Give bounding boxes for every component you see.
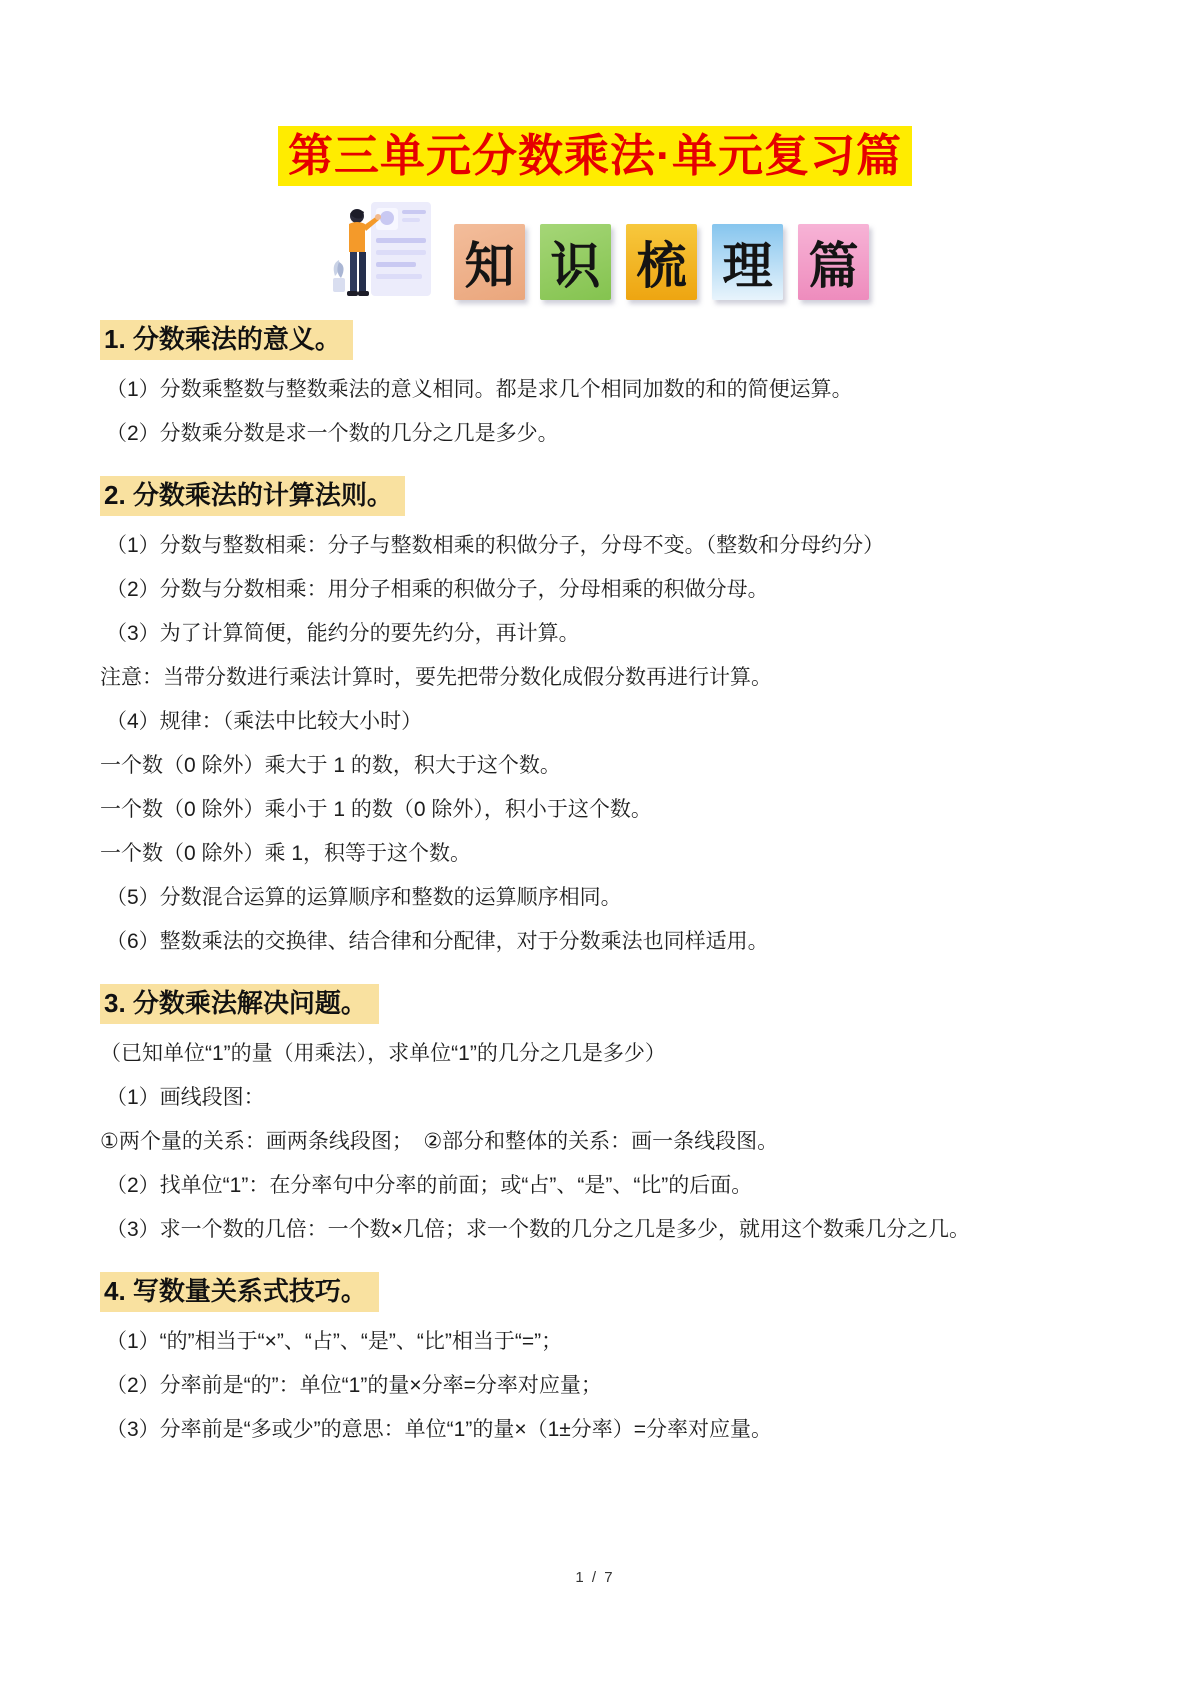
body-line: （1）“的”相当于“×”、“占”、“是”、“比”相当于“=”；: [106, 1330, 563, 1353]
page-title: 第三单元分数乘法·单元复习篇: [278, 126, 912, 186]
banner-tile-char: 梳: [636, 236, 687, 295]
body-line: （5）分数混合运算的运算顺序和整数的运算顺序相同。: [106, 886, 622, 909]
body-line: （1）画线段图：: [106, 1086, 265, 1109]
body-line: （1）分数与整数相乘：分子与整数相乘的积做分子，分母不变。（整数和分母约分）: [106, 534, 885, 557]
section-calculation-rules: [100, 456, 1120, 964]
body-line: （1）分数乘整数与整数乘法的意义相同。都是求几个相同加数的和的简便运算。: [106, 378, 853, 401]
body-line: 一个数（0 除外）乘 1，积等于这个数。: [100, 842, 472, 865]
body-line: （6）整数乘法的交换律、结合律和分配律，对于分数乘法也同样适用。: [106, 930, 769, 953]
banner: [0, 196, 1190, 300]
body-line: （已知单位“1”的量（用乘法），求单位“1”的几分之几是多少）: [100, 1042, 666, 1065]
body-line: 一个数（0 除外）乘小于 1 的数（0 除外），积小于这个数。: [100, 798, 652, 821]
banner-tile: [454, 224, 525, 300]
section-heading: 1. 分数乘法的意义。: [100, 320, 353, 360]
body-line: （2）分率前是“的”：单位“1”的量×分率=分率对应量；: [106, 1374, 602, 1397]
page-number: 1 / 7: [575, 1569, 615, 1586]
section-quantity-relation-tips: [100, 1252, 1120, 1452]
banner-tile: [798, 224, 869, 300]
title-row: [0, 126, 1190, 186]
body-line: 一个数（0 除外）乘大于 1 的数，积大于这个数。: [100, 754, 561, 777]
banner-tile: [540, 224, 611, 300]
body-line: （2）找单位“1”：在分率句中分率的前面；或“占”、“是”、“比”的后面。: [106, 1174, 753, 1197]
body-line: （2）分数与分数相乘：用分子相乘的积做分子，分母相乘的积做分母。: [106, 578, 769, 601]
banner-tile-char: 篇: [808, 236, 859, 295]
section-heading: 3. 分数乘法解决问题。: [100, 984, 379, 1024]
banner-tile-char: 理: [722, 236, 773, 295]
body-line: （4）规律：（乘法中比较大小时）: [106, 710, 423, 733]
section-problem-solving: [100, 964, 1120, 1252]
body-line: ①两个量的关系：画两条线段图； ②部分和整体的关系：画一条线段图。: [100, 1130, 779, 1153]
teacher-illustration-icon: [321, 198, 439, 300]
banner-tile: [712, 224, 783, 300]
section-heading: 2. 分数乘法的计算法则。: [100, 476, 405, 516]
document-body: [0, 300, 1190, 1452]
body-line: （3）求一个数的几倍：一个数×几倍；求一个数的几分之几是多少，就用这个数乘几分之几。: [106, 1218, 970, 1241]
banner-tile: [626, 224, 697, 300]
banner-tile-char: 知: [464, 236, 515, 295]
body-line-note: 注意：当带分数进行乘法计算时，要先把带分数化成假分数再进行计算。: [100, 666, 772, 689]
body-line: （3）为了计算简便，能约分的要先约分，再计算。: [106, 622, 580, 645]
section-heading: 4. 写数量关系式技巧。: [100, 1272, 379, 1312]
body-line: （3）分率前是“多或少”的意思：单位“1”的量×（1±分率）=分率对应量。: [106, 1418, 773, 1441]
body-line: （2）分数乘分数是求一个数的几分之几是多少。: [106, 422, 559, 445]
section-fraction-multiplication-meaning: [100, 300, 1120, 456]
banner-tile-char: 识: [550, 236, 601, 295]
